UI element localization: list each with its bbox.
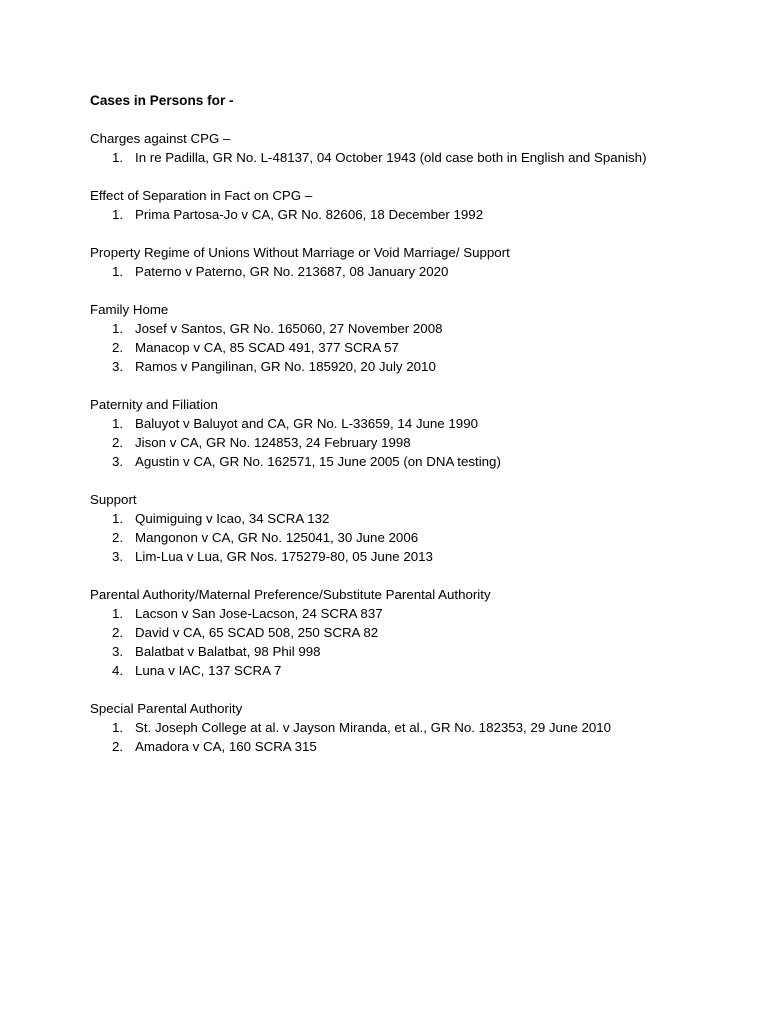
case-section: [90, 243, 730, 300]
section-heading: Property Regime of Unions Without Marriage or Void Marriage/ Support: [90, 245, 510, 260]
case-list-item: [90, 414, 730, 433]
spacer: [90, 167, 730, 186]
case-list-item: [90, 661, 730, 680]
case-citation: Mangonon v CA, GR No. 125041, 30 June 2006: [135, 530, 419, 545]
case-number: 3.: [112, 454, 124, 469]
case-list-item: [90, 642, 730, 661]
case-citation: Quimiguing v Icao, 34 SCRA 132: [135, 511, 330, 526]
section-heading: Effect of Separation in Fact on CPG –: [90, 188, 313, 203]
case-citation: Luna v IAC, 137 SCRA 7: [135, 663, 282, 678]
case-list-item: [90, 262, 730, 281]
document-body: [90, 91, 730, 756]
case-citation: Manacop v CA, 85 SCAD 491, 377 SCRA 57: [135, 340, 399, 355]
case-list: [90, 148, 730, 167]
case-number: 1.: [112, 264, 124, 279]
case-citation: Lacson v San Jose-Lacson, 24 SCRA 837: [135, 606, 383, 621]
case-list-item: [90, 509, 730, 528]
case-number: 3.: [112, 549, 124, 564]
spacer: [90, 680, 730, 699]
case-citation: St. Joseph College at al. v Jayson Miranda, et al., GR No. 182353, 29 June 2010: [135, 720, 612, 735]
case-list: [90, 205, 730, 224]
case-number: 1.: [112, 150, 124, 165]
case-number: 1.: [112, 416, 124, 431]
case-list: [90, 509, 730, 566]
case-list-item: [90, 604, 730, 623]
case-citation: In re Padilla, GR No. L-48137, 04 October 1943 (old case both in English and Spanish): [135, 150, 647, 165]
case-list-item: [90, 547, 730, 566]
sections-container: [90, 129, 730, 756]
case-number: 1.: [112, 511, 124, 526]
case-list-item: [90, 528, 730, 547]
case-list-item: [90, 433, 730, 452]
case-list: [90, 414, 730, 471]
case-number: 2.: [112, 530, 124, 545]
spacer: [90, 110, 730, 129]
case-section: [90, 490, 730, 585]
case-citation: Paterno v Paterno, GR No. 213687, 08 January 2020: [135, 264, 449, 279]
case-list-item: [90, 623, 730, 642]
case-list-item: [90, 357, 730, 376]
case-number: 1.: [112, 207, 124, 222]
case-list-item: [90, 205, 730, 224]
case-list-item: [90, 319, 730, 338]
spacer: [90, 376, 730, 395]
case-citation: Prima Partosa-Jo v CA, GR No. 82606, 18 December 1992: [135, 207, 484, 222]
case-citation: Agustin v CA, GR No. 162571, 15 June 2005 (on DNA testing): [135, 454, 501, 469]
case-list: [90, 718, 730, 756]
section-heading: Special Parental Authority: [90, 701, 243, 716]
section-heading: Support: [90, 492, 137, 507]
case-citation: Josef v Santos, GR No. 165060, 27 November 2008: [135, 321, 443, 336]
case-number: 2.: [112, 625, 124, 640]
case-list: [90, 604, 730, 680]
case-list-item: [90, 148, 730, 167]
case-section: [90, 186, 730, 243]
case-section: [90, 585, 730, 699]
case-number: 1.: [112, 606, 124, 621]
case-number: 1.: [112, 321, 124, 336]
case-number: 1.: [112, 720, 124, 735]
case-number: 2.: [112, 739, 124, 754]
case-number: 2.: [112, 340, 124, 355]
case-number: 4.: [112, 663, 124, 678]
case-number: 3.: [112, 644, 124, 659]
case-list-item: [90, 737, 730, 756]
case-number: 3.: [112, 359, 124, 374]
spacer: [90, 281, 730, 300]
document-title: Cases in Persons for -: [90, 93, 234, 108]
case-citation: David v CA, 65 SCAD 508, 250 SCRA 82: [135, 625, 379, 640]
case-citation: Baluyot v Baluyot and CA, GR No. L-33659, 14 June 1990: [135, 416, 478, 431]
case-section: [90, 699, 730, 756]
case-citation: Jison v CA, GR No. 124853, 24 February 1998: [135, 435, 411, 450]
spacer: [90, 566, 730, 585]
case-citation: Balatbat v Balatbat, 98 Phil 998: [135, 644, 321, 659]
case-section: [90, 129, 730, 186]
case-list: [90, 319, 730, 376]
spacer: [90, 224, 730, 243]
section-heading: Paternity and Filiation: [90, 397, 218, 412]
spacer: [90, 471, 730, 490]
case-citation: Lim-Lua v Lua, GR Nos. 175279-80, 05 June 2013: [135, 549, 433, 564]
case-section: [90, 395, 730, 490]
case-section: [90, 300, 730, 395]
case-list-item: [90, 718, 730, 737]
case-list-item: [90, 338, 730, 357]
case-list: [90, 262, 730, 281]
section-heading: Parental Authority/Maternal Preference/Substitute Parental Authority: [90, 587, 491, 602]
case-list-item: [90, 452, 730, 471]
section-heading: Family Home: [90, 302, 169, 317]
section-heading: Charges against CPG –: [90, 131, 231, 146]
case-number: 2.: [112, 435, 124, 450]
case-citation: Amadora v CA, 160 SCRA 315: [135, 739, 317, 754]
case-citation: Ramos v Pangilinan, GR No. 185920, 20 July 2010: [135, 359, 436, 374]
